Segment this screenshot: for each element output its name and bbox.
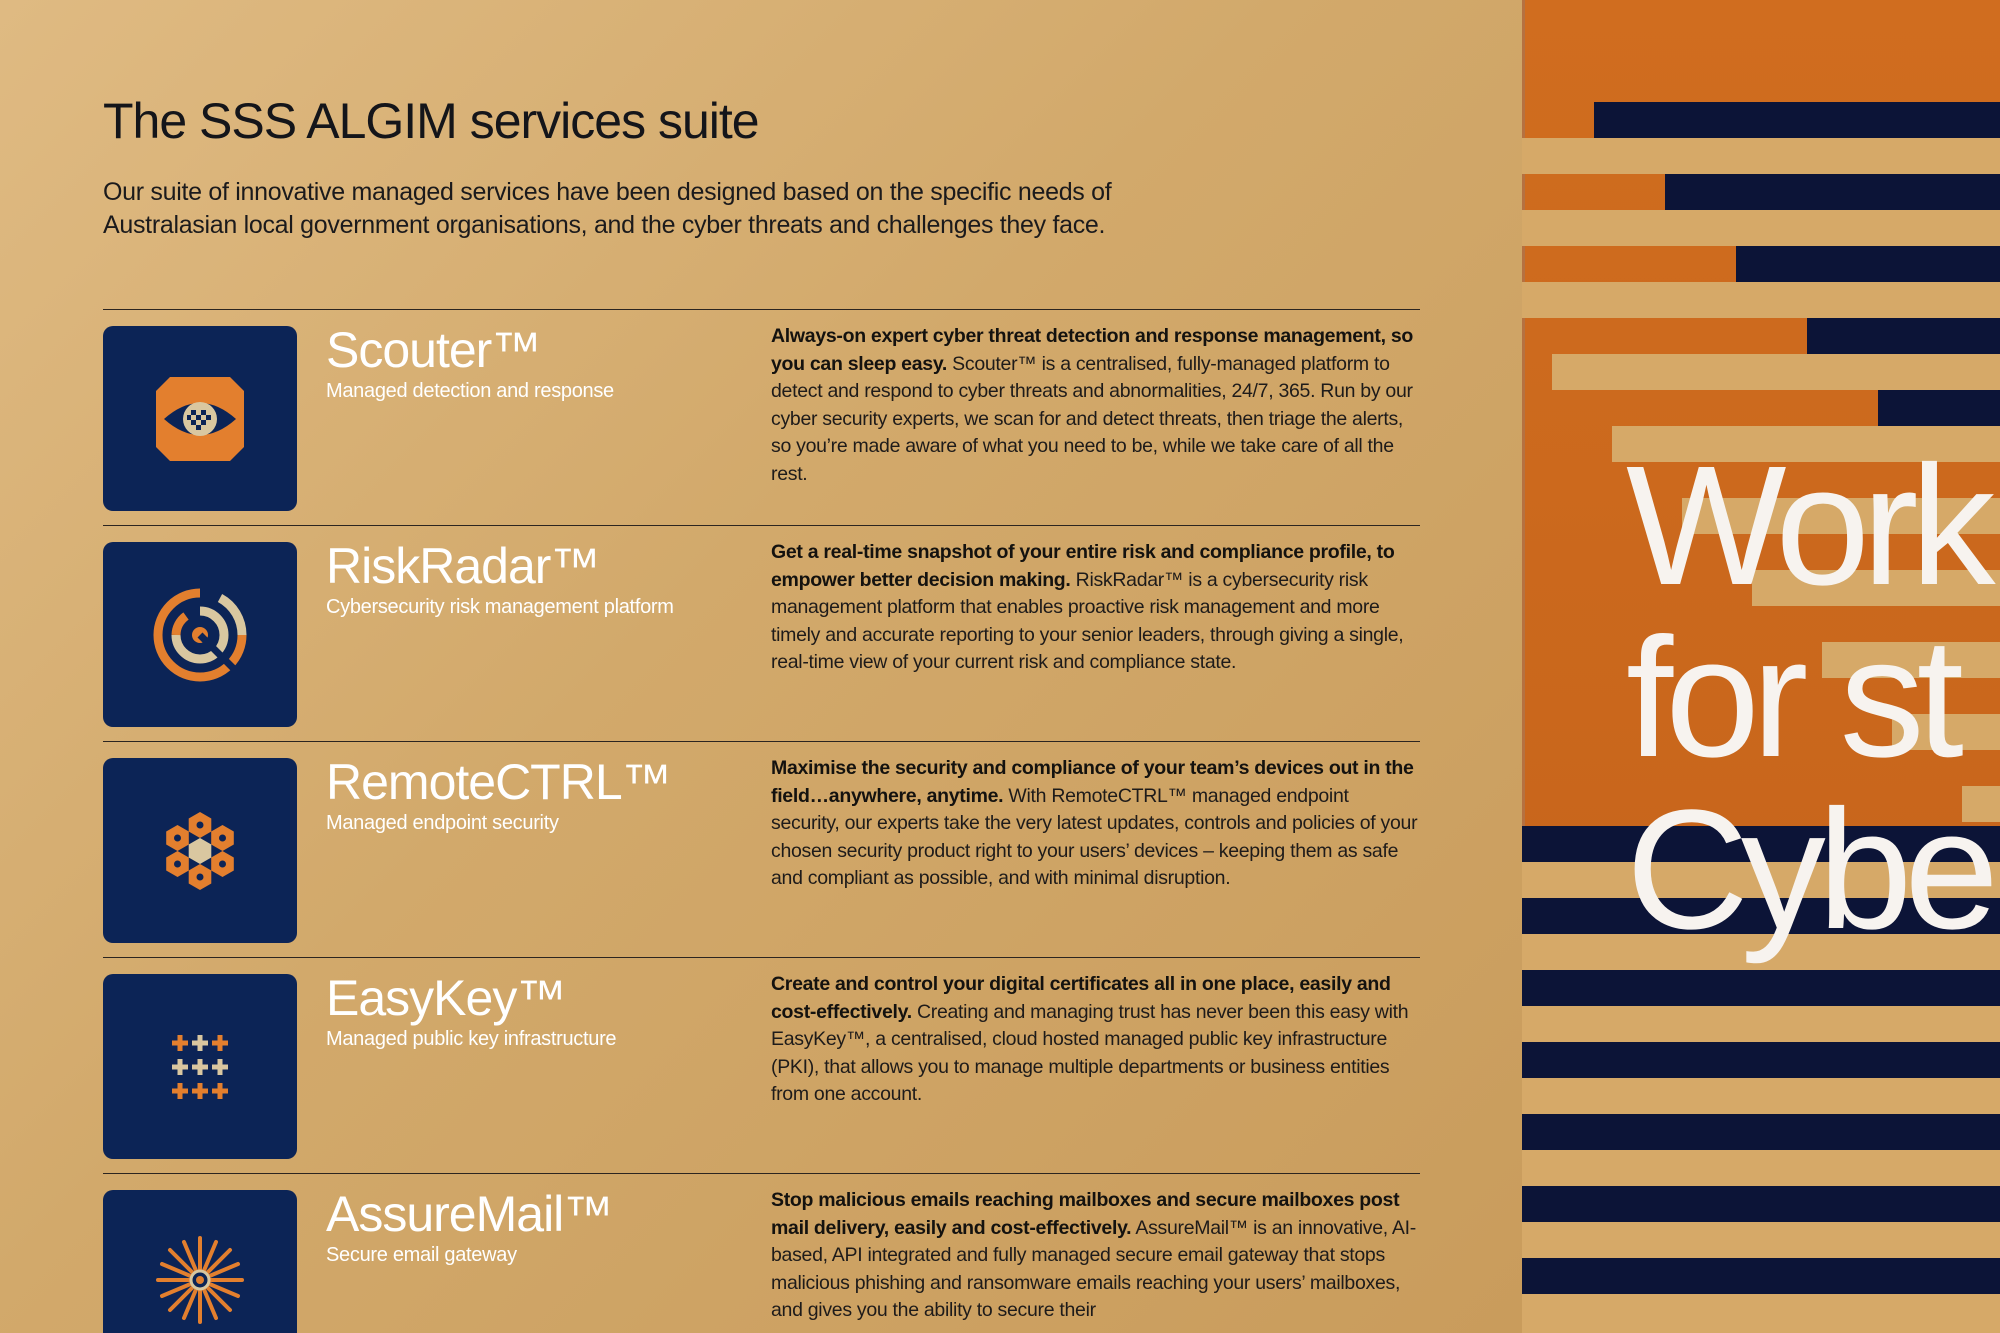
service-lead: Always-on expert cyber threat detection and response management, so you can sleep easy.	[771, 325, 1414, 375]
stripe	[1665, 174, 2000, 210]
service-item-assuremail	[103, 1173, 1420, 1333]
page-title: The SSS ALGIM services suite	[103, 93, 759, 149]
service-item-easykey	[103, 957, 1420, 1173]
service-name: AssureMail™	[326, 1186, 613, 1242]
service-description	[771, 539, 1421, 677]
stripe	[1807, 318, 2000, 354]
service-body: Scouter™ is a centralised, fully-managed platform to detect and respond to cyber threats and abnormalities, 24/7, 365. Run by our cyber security experts, we scan for and detect threats, then triage the alerts, so you’re made aware of what you need to be, while we take care of all the rest.	[771, 352, 1413, 485]
stripe	[1552, 354, 2000, 390]
service-icon-tile	[103, 974, 297, 1159]
stripe	[1522, 1150, 2000, 1186]
hexagon-cluster-icon	[150, 801, 250, 901]
cover-headline-line: Work	[1626, 431, 1988, 621]
service-body: AssureMail™ is an innovative, AI-based, API integrated and fully managed secure email gateway that stops malicious phishing and ransomware emails reaching your users’ mailboxes, and gives you the ability to secure their	[771, 1216, 1416, 1321]
service-description	[771, 971, 1421, 1109]
stripe	[1522, 1042, 2000, 1078]
service-body: Creating and managing trust has never been this easy with EasyKey™, a centralised, cloud hosted managed public key infrastructure (PKI), that allows you to manage multiple departments or business entities from one account.	[771, 1000, 1409, 1105]
service-lead: Stop malicious emails reaching mailboxes and secure mailboxes post mail delivery, easily and cost-effectively.	[771, 1189, 1400, 1239]
sunburst-icon	[150, 1230, 250, 1330]
eye-shield-icon	[150, 369, 250, 469]
stripe	[1522, 282, 2000, 318]
cover-headline-line: Cybe	[1626, 775, 1991, 965]
service-lead: Create and control your digital certificates all in one place, easily and cost-effectively.	[771, 973, 1391, 1023]
service-lead: Get a real-time snapshot of your entire risk and compliance profile, to empower better decision making.	[771, 541, 1395, 591]
plus-grid-icon	[150, 1017, 250, 1117]
stripe	[1522, 1186, 2000, 1222]
cover-headline-line: for st	[1626, 603, 1956, 793]
radar-icon	[150, 585, 250, 685]
service-icon-tile	[103, 758, 297, 943]
service-lead: Maximise the security and compliance of your team’s devices out in the field…anywhere, anytime.	[771, 757, 1414, 807]
service-description	[771, 1187, 1421, 1325]
stripe	[1522, 1222, 2000, 1258]
service-description	[771, 755, 1421, 893]
service-name: EasyKey™	[326, 970, 566, 1026]
stripe	[1522, 210, 2000, 246]
service-icon-tile	[103, 326, 297, 511]
stripe	[1522, 1258, 2000, 1294]
service-tagline: Secure email gateway	[326, 1244, 517, 1266]
stripe	[1878, 390, 2000, 426]
page-intro: Our suite of innovative managed services have been designed based on the specific needs of Australasian local government organisations, and the cyber threats and challenges they face.	[103, 178, 1112, 239]
service-body: With RemoteCTRL™ managed endpoint security, our experts take the very latest updates, controls and policies of your chosen security product right to your users’ devices – keeping them as safe and compliant as possible, and with minimal disruption.	[771, 784, 1418, 889]
service-body: RiskRadar™ is a cybersecurity risk management platform that enables proactive risk management and more timely and accurate reporting to your senior leaders, through giving a single, real-time view of your current risk and compliance state.	[771, 568, 1404, 673]
cover-panel	[1522, 0, 2000, 1333]
stripe	[1522, 1294, 2000, 1333]
stripe	[1522, 1078, 2000, 1114]
service-tagline: Managed endpoint security	[326, 812, 559, 834]
service-item-riskradar	[103, 525, 1420, 741]
stripe	[1522, 138, 2000, 174]
service-icon-tile	[103, 542, 297, 727]
stripe	[1522, 970, 2000, 1006]
stripe	[1736, 246, 2000, 282]
services-list	[103, 309, 1420, 1333]
service-item-remotectrl	[103, 741, 1420, 957]
service-tagline: Managed public key infrastructure	[326, 1028, 617, 1050]
cover-headline	[1626, 431, 1991, 965]
service-icon-tile	[103, 1190, 297, 1333]
service-tagline: Cybersecurity risk management platform	[326, 596, 674, 618]
stripe	[1522, 1006, 2000, 1042]
service-description	[771, 323, 1421, 488]
service-name: RiskRadar™	[326, 538, 600, 594]
service-item-scouter	[103, 309, 1420, 525]
stripe	[1522, 1114, 2000, 1150]
service-name: RemoteCTRL™	[326, 754, 671, 810]
service-name: Scouter™	[326, 322, 541, 378]
service-tagline: Managed detection and response	[326, 380, 614, 402]
stripe	[1594, 102, 2000, 138]
